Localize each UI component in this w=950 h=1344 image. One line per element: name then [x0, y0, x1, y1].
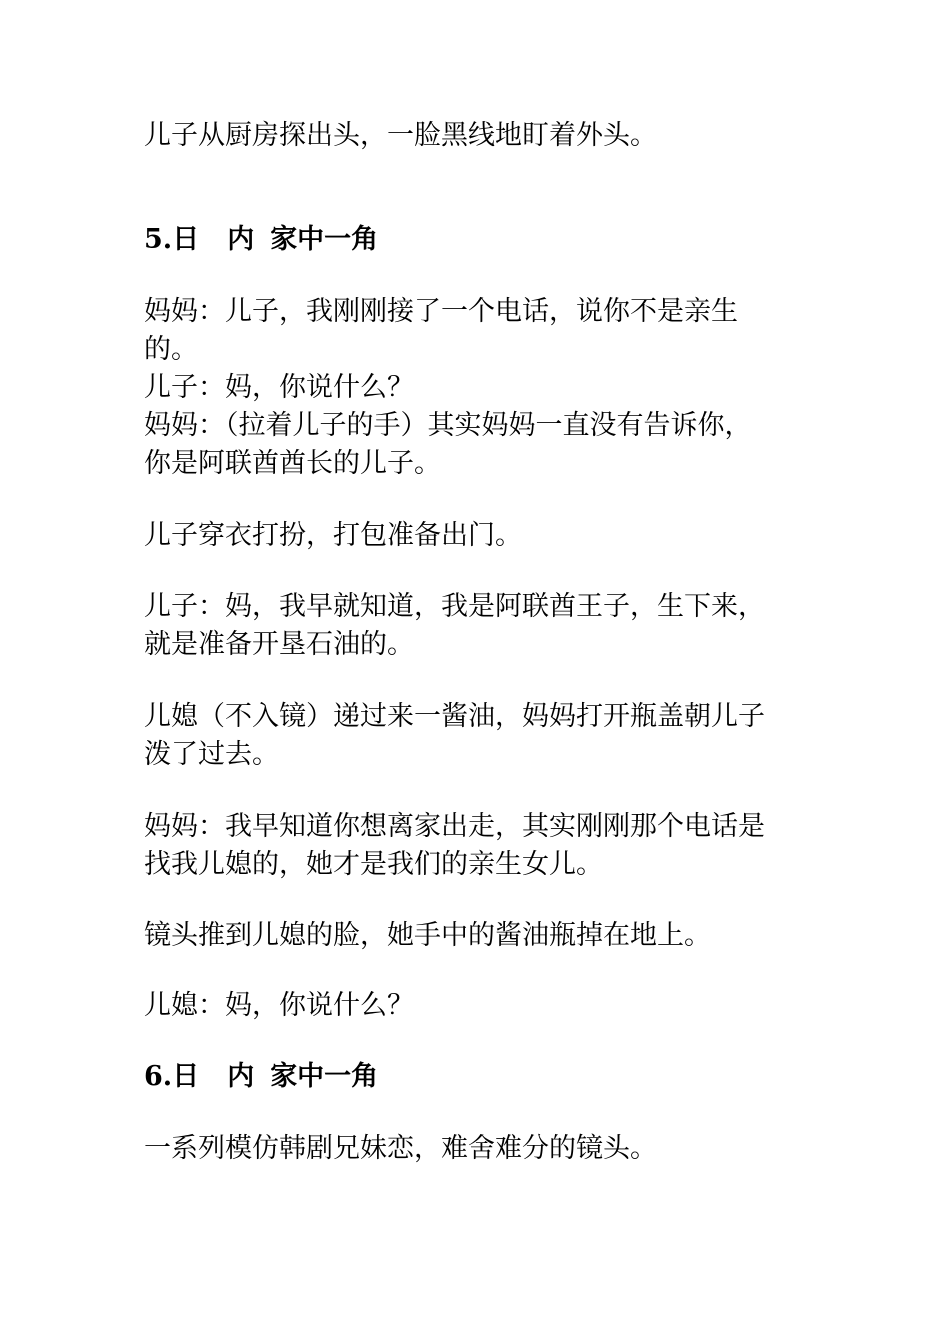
scene-5-action: 镜头推到儿媳的脸，她手中的酱油瓶掉在地上。 [144, 920, 711, 951]
scene-6-number: 6. [144, 1061, 173, 1092]
scene-5-line: 儿媳：妈，你说什么？ [144, 990, 414, 1021]
scene-5-line: 你是阿联酋酋长的儿子。 [144, 448, 441, 479]
scene-5-place-type: 内 [227, 224, 255, 255]
scene-5-line: 儿子：妈，我早就知道，我是阿联酋王子，生下来， [144, 591, 765, 622]
scene-5-location: 家中一角 [270, 224, 379, 255]
scene-6-location: 家中一角 [270, 1061, 379, 1092]
scene-5-action: 儿媳（不入镜）递过来一酱油，妈妈打开瓶盖朝儿子 [144, 701, 765, 732]
scene-5-line: 妈妈：我早知道你想离家出走，其实刚刚那个电话是 [144, 811, 765, 842]
scene-5-time: 日 [172, 224, 200, 255]
scene-5-action: 泼了过去。 [144, 739, 279, 770]
intro-paragraph: 儿子从厨房探出头，一脸黑线地盯着外头。 [144, 120, 657, 151]
scene-6-place-type: 内 [227, 1061, 255, 1092]
scene-5-line: 就是准备开垦石油的。 [144, 629, 414, 660]
scene-5-action: 儿子穿衣打扮，打包准备出门。 [144, 520, 522, 551]
scene-6-time: 日 [172, 1061, 200, 1092]
scene-5-line: 的。 [144, 334, 198, 365]
scene-5-line: 儿子：妈，你说什么？ [144, 372, 414, 403]
scene-6-action: 一系列模仿韩剧兄妹恋，难舍难分的镜头。 [144, 1133, 657, 1164]
scene-5-number: 5. [144, 224, 173, 255]
scene-5-line: 妈妈：儿子，我刚刚接了一个电话，说你不是亲生 [144, 296, 738, 327]
scene-6-heading [144, 1058, 824, 1096]
scene-5-line: 妈妈：（拉着儿子的手）其实妈妈一直没有告诉你， [144, 410, 752, 441]
scene-5-line: 找我儿媳的，她才是我们的亲生女儿。 [144, 849, 603, 880]
scene-5-heading [144, 221, 824, 259]
